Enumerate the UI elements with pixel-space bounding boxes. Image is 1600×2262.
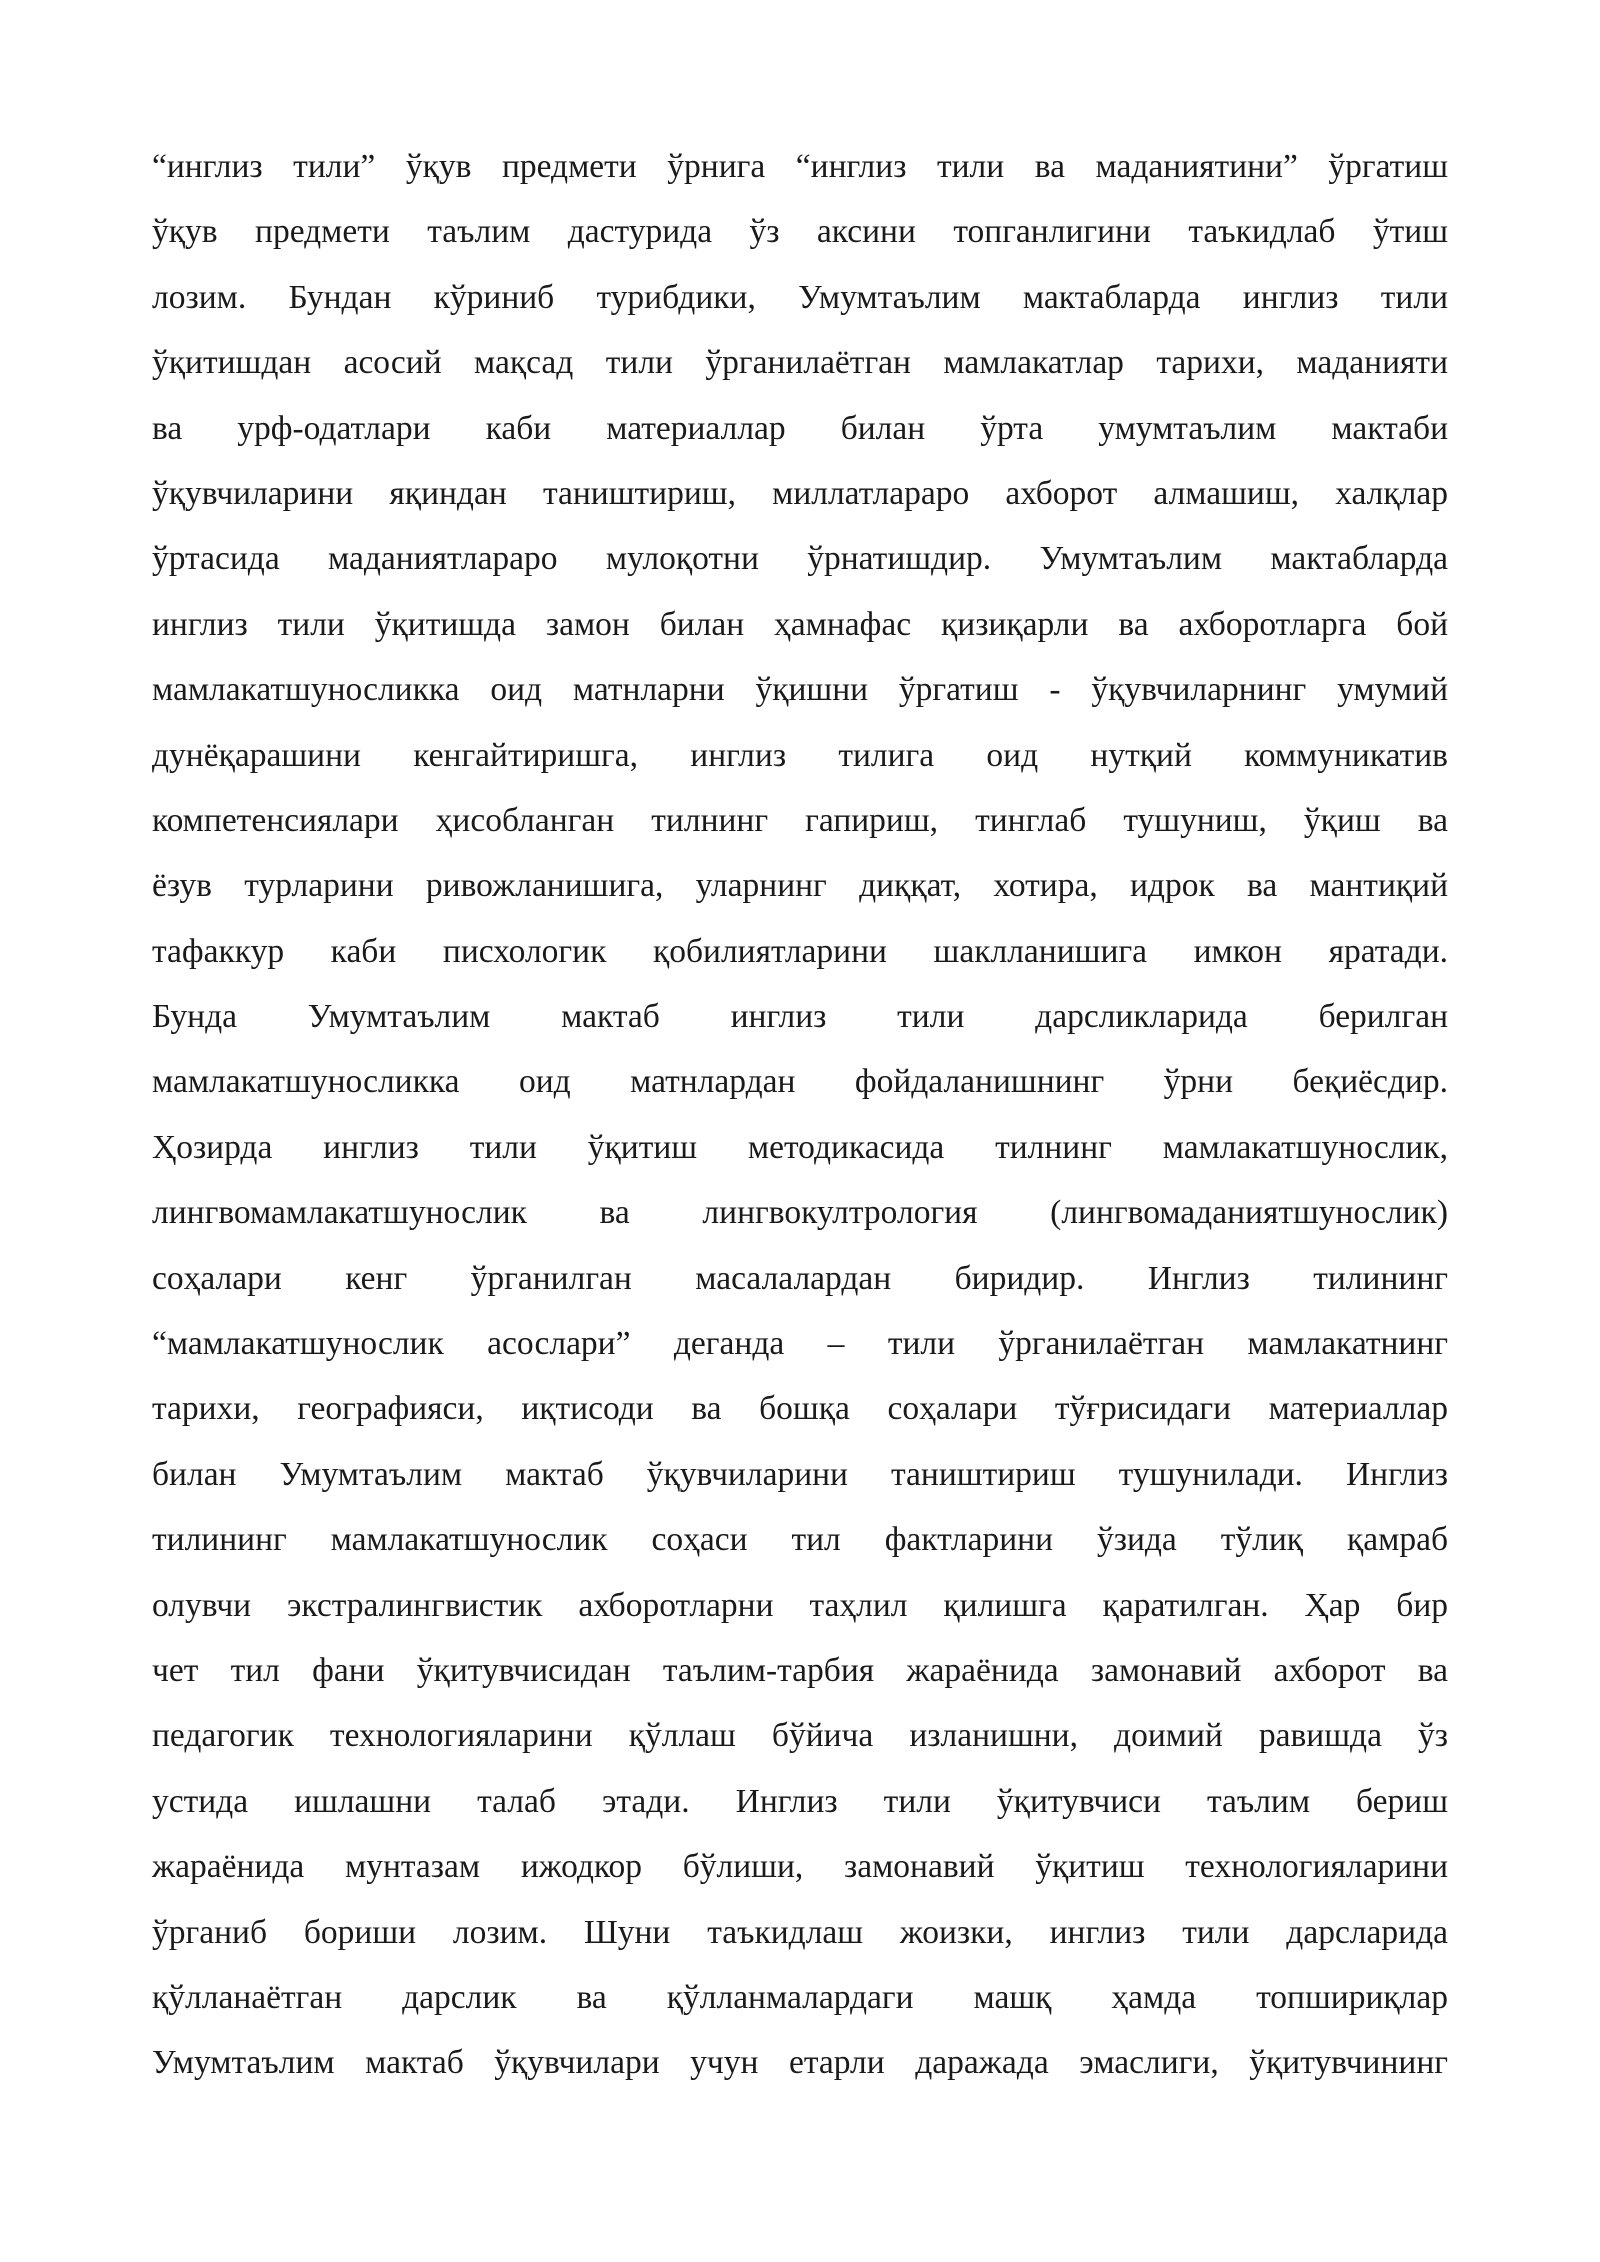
text-line: ўқув предмети таълим дастурида ўз аксини топганлигини таъкидлаб ўтиш [152,213,1448,251]
text-line: лозим. Бундан кўриниб турибдики, Умумтаълим мактабларда инглиз тили [152,278,1448,316]
text-line: билан Умумтаълим мактаб ўқувчиларини таништириш тушунилади. Инглиз [152,1455,1448,1493]
text-line: Ҳозирда инглиз тили ўқитиш методикасида тилнинг мамлакатшунослик, [152,1128,1448,1166]
text-line: ўрганиб бориши лозим. Шуни таъкидлаш жоизки, инглиз тили дарсларида [152,1913,1448,1951]
text-line: ва урф-одатлари каби материаллар билан ўрта умумтаълим мактаби [152,409,1448,447]
text-line: жараёнида мунтазам ижодкор бўлиши, замонавий ўқитиш технологияларини [152,1848,1448,1886]
text-line: мамлакатшуносликка оид матнларни ўқишни ўргатиш - ўқувчиларнинг умумий [152,671,1448,709]
text-line: тилининг мамлакатшунослик соҳаси тил фактларини ўзида тўлиқ қамраб [152,1521,1448,1559]
body-paragraph [152,147,1448,2109]
text-line: дунёқарашини кенгайтиришга, инглиз тилига оид нутқий коммуникатив [152,736,1448,774]
text-line: чет тил фани ўқитувчисидан таълим-тарбия жараёнида замонавий ахборот ва [152,1651,1448,1689]
text-line: мамлакатшуносликка оид матнлардан фойдаланишнинг ўрни беқиёсдир. [152,1063,1448,1101]
text-line: инглиз тили ўқитишда замон билан ҳамнафас қизиқарли ва ахборотларга бой [152,605,1448,643]
text-line: тафаккур каби писхологик қобилиятларини шаклланишига имкон яратади. [152,932,1448,970]
text-line: Бунда Умумтаълим мактаб инглиз тили дарсликларида берилган [152,998,1448,1036]
text-line: ўртасида маданиятлараро мулоқотни ўрнатишдир. Умумтаълим мактабларда [152,540,1448,578]
text-line: лингвомамлакатшунослик ва лингвокултрология (лингвомаданиятшунослик) [152,1194,1448,1232]
text-line: тарихи, географияси, иқтисоди ва бошқа соҳалари тўғрисидаги материаллар [152,1390,1448,1428]
text-line: ўқитишдан асосий мақсад тили ўрганилаётган мамлакатлар тарихи, маданияти [152,344,1448,382]
text-line: педагогик технологияларини қўллаш бўйича изланишни, доимий равишда ўз [152,1717,1448,1755]
text-line: “мамлакатшунослик асослари” деганда – тили ўрганилаётган мамлакатнинг [152,1325,1448,1363]
text-line: устида ишлашни талаб этади. Инглиз тили ўқитувчиси таълим бериш [152,1782,1448,1820]
text-line: ёзув турларини ривожланишига, уларнинг диққат, хотира, идрок ва мантиқий [152,867,1448,905]
text-line: қўлланаётган дарслик ва қўлланмалардаги машқ ҳамда топшириқлар [152,1978,1448,2016]
text-line: “инглиз тили” ўқув предмети ўрнига “инглиз тили ва маданиятини” ўргатиш [152,148,1448,185]
text-line: олувчи экстралингвистик ахборотларни таҳлил қилишга қаратилган. Ҳар бир [152,1586,1448,1624]
text-line: компетенсиялари ҳисобланган тилнинг гапириш, тинглаб тушуниш, ўқиш ва [152,801,1448,839]
text-line: ўқувчиларини яқиндан таништириш, миллатлараро ахборот алмашиш, халқлар [152,474,1448,512]
text-line: соҳалари кенг ўрганилган масалалардан биридир. Инглиз тилининг [152,1259,1448,1297]
text-line: Умумтаълим мактаб ўқувчилари учун етарли даражада эмаслиги, ўқитувчининг [152,2044,1448,2082]
